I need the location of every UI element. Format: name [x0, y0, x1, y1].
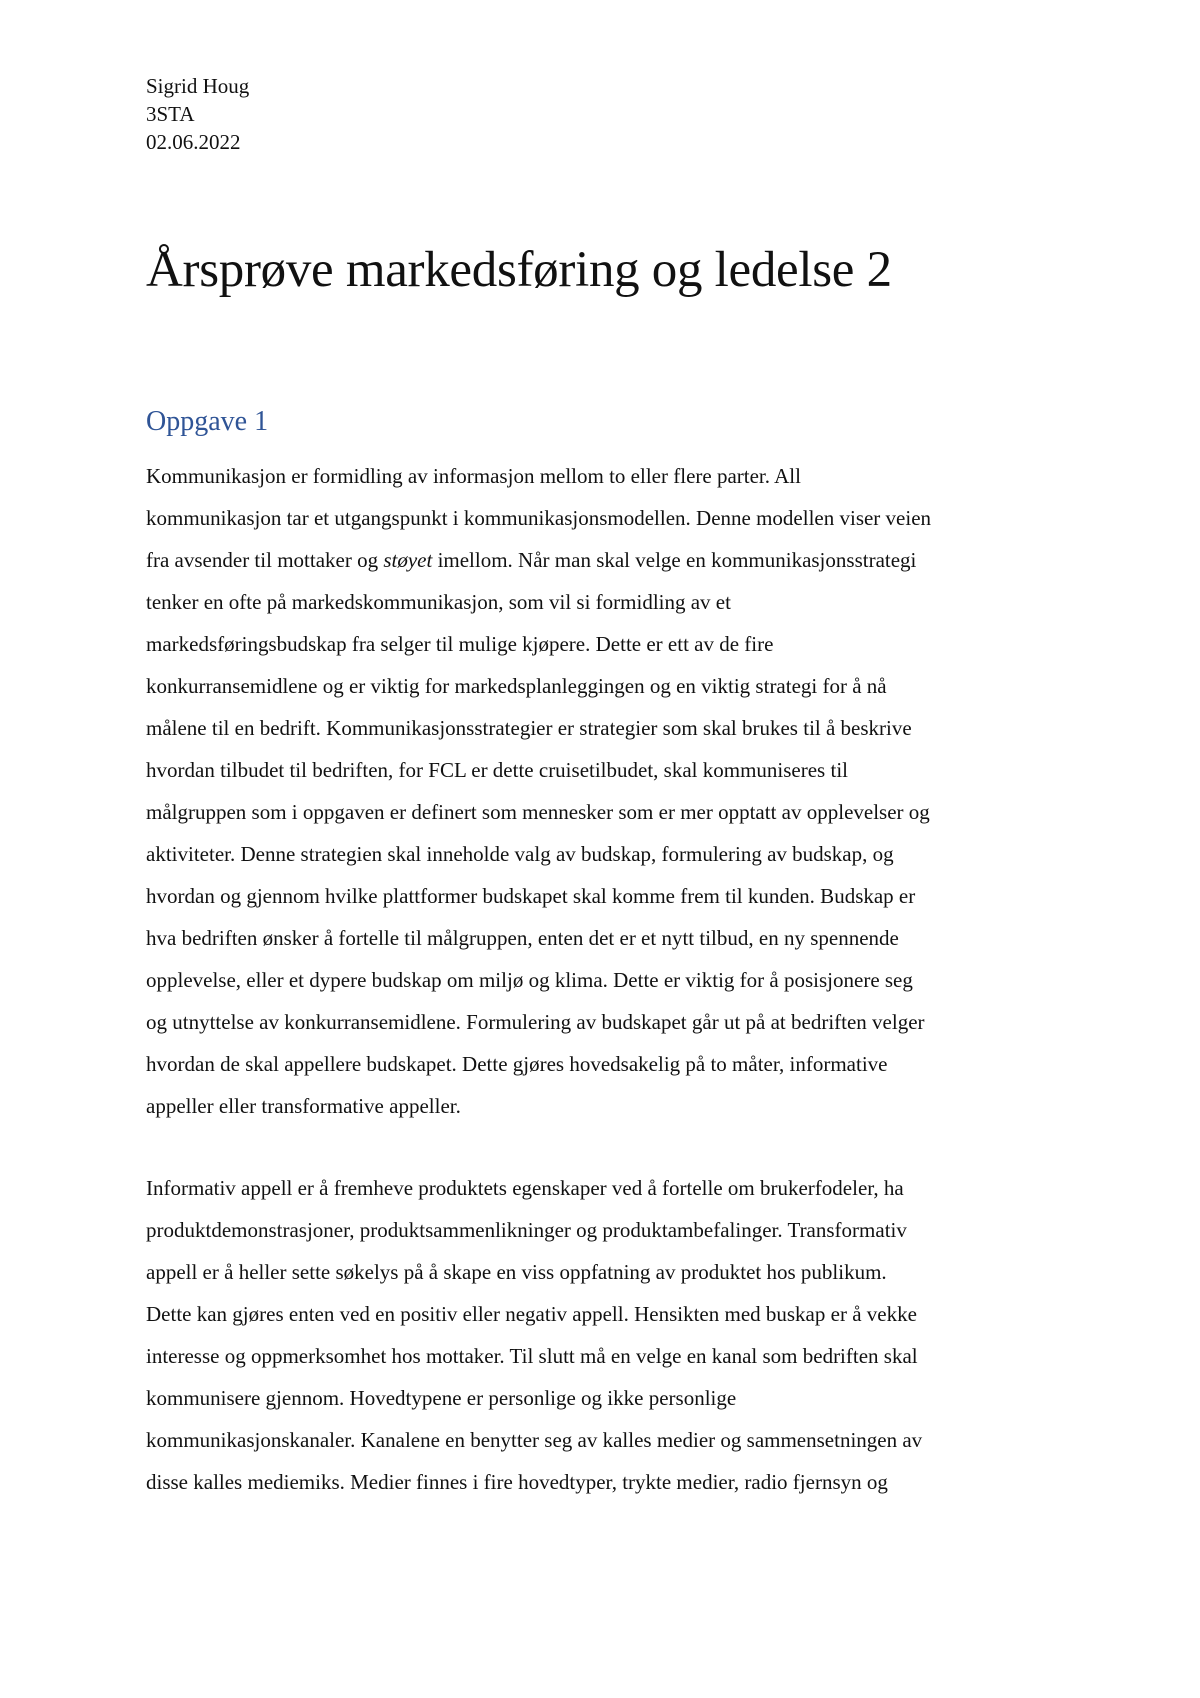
section-heading: Oppgave 1: [146, 406, 269, 437]
paragraph-line: appeller eller transformative appeller.: [146, 1094, 461, 1118]
document-date: 02.06.2022: [146, 130, 241, 154]
paragraph-line-end: imellom. Når man skal velge en kommunikasjonsstrategi: [432, 548, 917, 572]
author-name: Sigrid Houg: [146, 74, 250, 98]
class-label: 3STA: [146, 102, 195, 126]
paragraph-line: hva bedriften ønsker å fortelle til målgruppen, enten det er et nytt tilbud, en ny spennende: [146, 926, 899, 950]
paragraph-line: Dette kan gjøres enten ved en positiv eller negativ appell. Hensikten med buskap er å vekke: [146, 1302, 917, 1326]
paragraph-line: hvordan tilbudet til bedriften, for FCL er dette cruisetilbudet, skal kommuniseres til: [146, 758, 848, 782]
document-title: Årsprøve markedsføring og ledelse 2: [146, 242, 892, 298]
paragraph-line: aktiviteter. Denne strategien skal inneholde valg av budskap, formulering av budskap, og: [146, 842, 894, 866]
paragraph-line: kommunikasjonskanaler. Kanalene en benytter seg av kalles medier og sammensetningen av: [146, 1428, 923, 1452]
paragraph-line: kommunisere gjennom. Hovedtypene er personlige og ikke personlige: [146, 1386, 737, 1410]
paragraph-line: produktdemonstrasjoner, produktsammenlikninger og produktambefalinger. Transformativ: [146, 1218, 907, 1242]
paragraph-line: tenker en ofte på markedskommunikasjon, som vil si formidling av et: [146, 590, 731, 614]
paragraph-line: [146, 539, 1066, 581]
paragraph-line: konkurransemidlene og er viktig for markedsplanleggingen og en viktig strategi for å nå: [146, 674, 887, 698]
paragraph-line: appell er å heller sette søkelys på å skape en viss oppfatning av produktet hos publikum.: [146, 1260, 887, 1284]
paragraph-line: disse kalles mediemiks. Medier finnes i fire hovedtyper, trykte medier, radio fjernsyn og: [146, 1470, 888, 1494]
paragraph-line: kommunikasjon tar et utgangspunkt i kommunikasjonsmodellen. Denne modellen viser veien: [146, 506, 932, 530]
italic-term: støyet: [383, 548, 433, 572]
paragraph-line-start: fra avsender til mottaker og: [146, 548, 384, 572]
paragraph-line: Kommunikasjon er formidling av informasjon mellom to eller flere parter. All: [146, 464, 801, 488]
paragraph-line: og utnyttelse av konkurransemidlene. Formulering av budskapet går ut på at bedriften velger: [146, 1010, 925, 1034]
paragraph-line: markedsføringsbudskap fra selger til mulige kjøpere. Dette er ett av de fire: [146, 632, 774, 656]
paragraph-line: hvordan de skal appellere budskapet. Dette gjøres hovedsakelig på to måter, informative: [146, 1052, 888, 1076]
document-header-block: [146, 72, 249, 156]
paragraph-line: målgruppen som i oppgaven er definert som mennesker som er mer opptatt av opplevelser og: [146, 800, 930, 824]
paragraph-line: Informativ appell er å fremheve produktets egenskaper ved å fortelle om brukerfodeler, ha: [146, 1176, 904, 1200]
paragraph-line: hvordan og gjennom hvilke plattformer budskapet skal komme frem til kunden. Budskap er: [146, 884, 916, 908]
paragraph-line: interesse og oppmerksomhet hos mottaker. Til slutt må en velge en kanal som bedriften skal: [146, 1344, 918, 1368]
paragraph-1: [146, 455, 1066, 1127]
paragraph-2: [146, 1167, 1066, 1503]
paragraph-line: opplevelse, eller et dypere budskap om miljø og klima. Dette er viktig for å posisjonere seg: [146, 968, 913, 992]
paragraph-line: målene til en bedrift. Kommunikasjonsstrategier er strategier som skal brukes til å beskrive: [146, 716, 912, 740]
